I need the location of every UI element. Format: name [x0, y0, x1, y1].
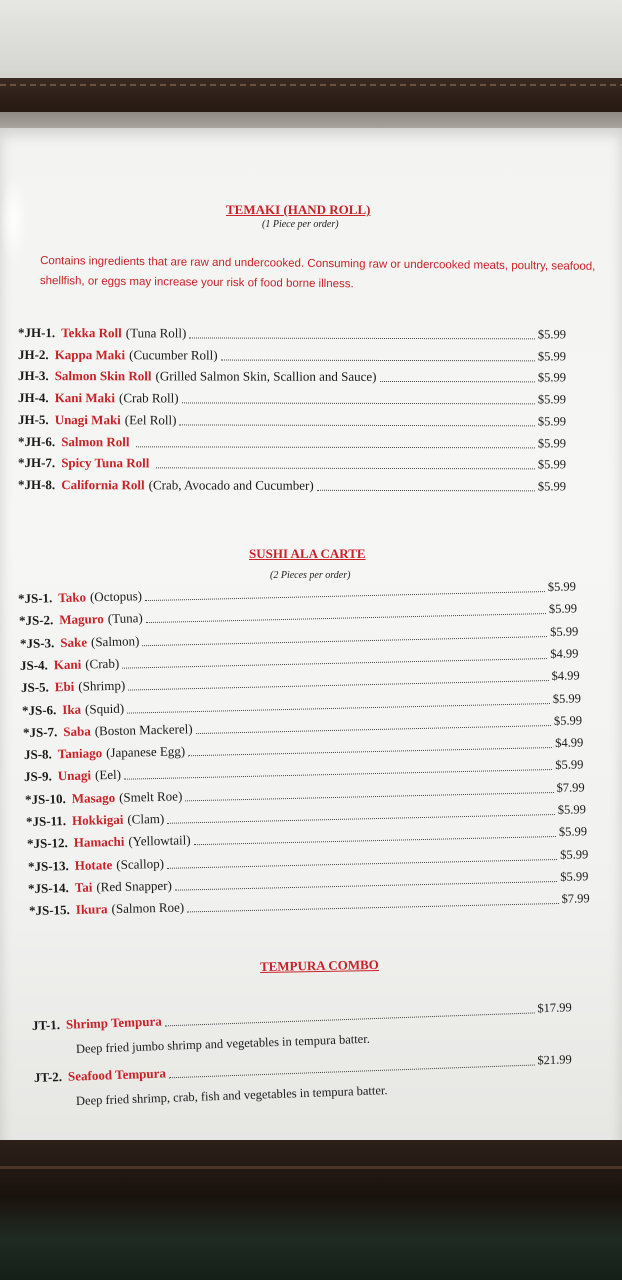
temaki-item: [18, 412, 566, 429]
tempura-title: TEMPURA COMBO: [259, 956, 379, 975]
item-name: Kappa Maki: [54, 346, 126, 362]
temaki-item: [18, 434, 566, 451]
item-price: $5.99: [559, 846, 588, 862]
item-note: Deep fried jumbo shrimp and vegetables in tempura batter.: [75, 1031, 371, 1056]
item-name: Seafood Tempura: [67, 1065, 167, 1084]
item-price: $5.99: [557, 802, 587, 817]
temaki-subtitle: (1 Piece per order): [262, 219, 339, 230]
item-description: (Tuna): [107, 610, 143, 627]
sushi-title: SUSHI ALA CARTE: [249, 546, 366, 561]
item-code: *JH-6.: [17, 433, 56, 449]
item-price: $5.99: [537, 370, 567, 385]
item-code: *JH-8.: [17, 476, 56, 492]
item-description: (Japanese Egg): [105, 743, 185, 761]
item-name: Kani Maki: [54, 390, 116, 406]
item-name: Hokkigai: [71, 811, 124, 828]
dot-leader: [156, 467, 535, 469]
temaki-item: [18, 368, 566, 385]
item-price: $5.99: [548, 601, 577, 617]
item-price: $5.99: [537, 414, 567, 429]
raw-food-warning: Contains ingredients that are raw and undercooked. Consuming raw or undercooked meats, poultry, seafood, shellfish, or eggs may increase your risk of food borne illness.: [39, 255, 596, 291]
item-name: California Roll: [61, 477, 145, 493]
item-code: *JS-10.: [25, 790, 67, 807]
item-description: (Salmon Roe): [111, 899, 185, 917]
item-code: *JS-2.: [18, 612, 54, 629]
item-code: JS-5.: [21, 679, 50, 696]
item-name: Hamachi: [73, 834, 125, 851]
item-description: (Tuna Roll): [125, 325, 187, 341]
item-description: (Clam): [127, 810, 165, 827]
temaki-item: [18, 325, 566, 342]
dot-leader: [179, 424, 534, 426]
item-price: $5.99: [537, 349, 567, 364]
item-name: Salmon Skin Roll: [54, 368, 152, 384]
item-price: $4.99: [554, 735, 583, 751]
item-description: (Eel Roll): [124, 412, 177, 428]
dot-leader: [182, 402, 535, 404]
item-code: JH-2.: [17, 346, 49, 362]
item-price: $4.99: [550, 646, 579, 661]
item-description: (Boston Mackerel): [94, 720, 193, 739]
item-description: (Red Snapper): [96, 877, 173, 895]
dot-leader: [379, 381, 534, 382]
item-name: Shrimp Tempura: [65, 1013, 162, 1032]
item-name: Maguro: [58, 611, 104, 628]
item-name: Tako: [58, 589, 87, 606]
item-price: $5.99: [537, 392, 567, 407]
item-code: JH-3.: [17, 368, 49, 384]
item-description: (Octopus): [89, 588, 143, 605]
item-price: $4.99: [551, 668, 580, 684]
item-code: JS-4.: [20, 657, 49, 673]
item-description: (Yellowtail): [127, 832, 191, 849]
item-code: *JS-1.: [17, 590, 53, 606]
item-description: (Salmon): [90, 632, 140, 649]
item-name: Unagi Maki: [54, 411, 121, 428]
item-code: *JH-1.: [17, 325, 56, 341]
dot-leader: [221, 359, 535, 361]
item-name: Kani: [54, 656, 82, 673]
item-note: Deep fried shrimp, crab, fish and vegetables in tempura batter.: [75, 1083, 388, 1108]
item-name: Ika: [62, 701, 82, 717]
item-name: Tai: [75, 879, 93, 895]
binder-stitching: [0, 84, 622, 86]
item-name: Sake: [59, 634, 87, 650]
item-code: *JH-7.: [17, 455, 56, 471]
temaki-item: [18, 455, 566, 472]
item-name: Ebi: [54, 678, 75, 695]
temaki-item: [18, 477, 566, 494]
item-price: $5.99: [537, 457, 567, 472]
item-price: $5.99: [560, 869, 589, 884]
item-code: *JS-15.: [29, 902, 71, 919]
item-description: (Crab, Avocado and Cucumber): [148, 477, 314, 493]
item-price: $7.99: [561, 891, 590, 907]
item-name: Spicy Tuna Roll: [61, 455, 150, 471]
item-description: (Squid): [84, 700, 125, 717]
item-price: $21.99: [537, 1052, 572, 1068]
item-price: $5.99: [558, 824, 587, 840]
dot-leader: [317, 489, 535, 491]
item-code: JS-9.: [24, 768, 53, 785]
item-name: Salmon Roll: [61, 433, 130, 449]
item-code: *JS-3.: [19, 634, 55, 651]
item-price: $5.99: [537, 479, 567, 494]
item-name: Hotate: [74, 856, 113, 873]
temaki-item: [18, 347, 566, 364]
item-code: *JS-14.: [28, 879, 70, 896]
item-description: (Smelt Roe): [119, 788, 183, 805]
item-price: $5.99: [549, 623, 578, 639]
temaki-item: [18, 390, 566, 407]
item-code: *JS-11.: [25, 813, 67, 829]
item-price: $7.99: [556, 779, 585, 795]
item-description: (Grilled Salmon Skin, Scallion and Sauce): [155, 368, 377, 385]
item-code: JT-2.: [33, 1069, 63, 1085]
item-name: Ikura: [75, 901, 108, 918]
item-code: JS-8.: [23, 746, 52, 763]
item-price: $5.99: [552, 690, 582, 706]
item-code: *JS-13.: [27, 857, 69, 874]
item-price: $5.99: [537, 327, 567, 342]
item-price: $17.99: [537, 1000, 572, 1016]
item-code: JT-1.: [31, 1017, 61, 1033]
item-name: Saba: [62, 723, 91, 739]
dot-leader: [189, 337, 535, 339]
light-glare: [0, 175, 28, 265]
item-code: *JS-12.: [26, 835, 68, 852]
item-description: (Cucumber Roll): [129, 346, 218, 363]
item-price: $5.99: [547, 579, 577, 594]
item-code: JH-4.: [17, 390, 49, 406]
item-code: *JS-6.: [21, 701, 57, 718]
item-description: (Eel): [95, 767, 122, 783]
item-description: (Crab): [85, 655, 120, 672]
item-code: JH-5.: [17, 411, 49, 427]
temaki-title: TEMAKI (HAND ROLL): [226, 202, 371, 217]
menu-binder-bottom: [0, 1140, 622, 1280]
item-name: Tekka Roll: [61, 325, 122, 341]
background-wall: [0, 0, 622, 90]
item-price: $5.99: [553, 713, 582, 728]
item-description: (Crab Roll): [119, 390, 179, 406]
item-name: Taniago: [57, 745, 102, 762]
item-name: Masago: [71, 789, 116, 806]
sushi-subtitle: (2 Pieces per order): [270, 570, 351, 581]
item-code: *JS-7.: [22, 724, 58, 740]
item-price: $5.99: [555, 757, 584, 773]
item-description: (Scallop): [115, 855, 164, 872]
item-name: Unagi: [58, 767, 92, 784]
item-price: $5.99: [537, 435, 567, 450]
dot-leader: [136, 445, 534, 447]
item-description: (Shrimp): [78, 677, 126, 694]
